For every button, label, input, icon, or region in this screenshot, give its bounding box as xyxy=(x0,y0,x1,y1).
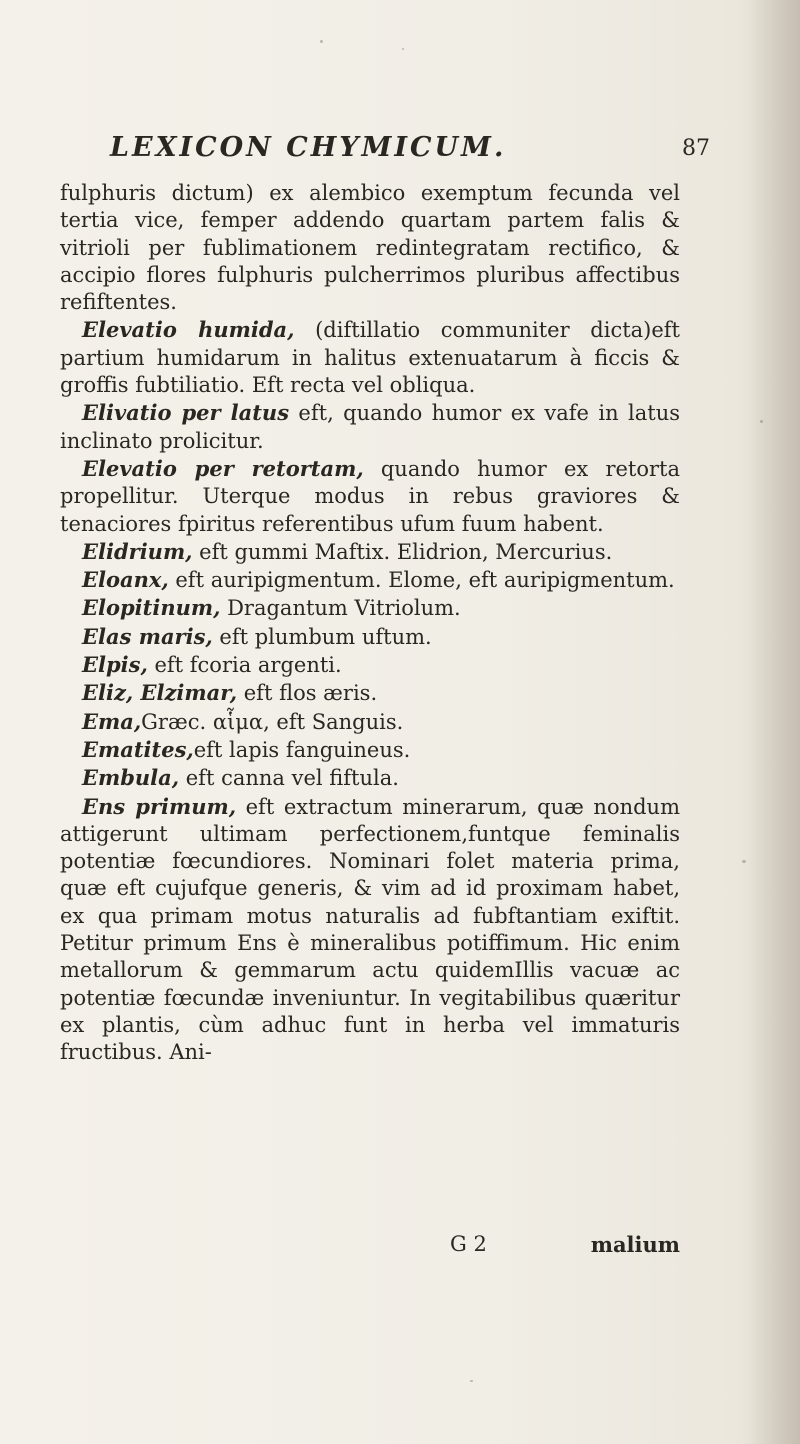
catchword: malium xyxy=(590,1232,680,1257)
entry-eloanx xyxy=(60,566,680,594)
lemma: Ematites, xyxy=(82,736,194,762)
lemma: Elivatio per latus xyxy=(82,400,290,426)
lemma: Elpis, xyxy=(82,652,148,678)
entry-continuation: fulphuris dictum) ex alembico exemptum fecunda vel tertia vice, femper addendo quartam partem falis & vitrioli per fublimationem redintegratam rectifico, & accipio flores fulphuris pulcherrimos pluribus affectibus refiftentes. xyxy=(60,181,680,315)
definition: eft lapis fanguineus. xyxy=(193,737,411,762)
lemma: Eloanx, xyxy=(82,567,169,593)
lemma: Elevatio humida, xyxy=(82,317,295,343)
definition: quando humor ex retorta propellitur. Uterque modus in rebus graviores & tenaciores fpiritus referentibus ufum fuum habent. xyxy=(60,456,681,536)
page-header xyxy=(110,132,710,172)
entry-elevatio-humida xyxy=(60,316,680,399)
definition: eft gummi Maftix. Elidrion, Mercurius. xyxy=(192,539,613,564)
entry-ematites xyxy=(60,736,680,764)
lemma: Elopitinum, xyxy=(82,595,221,621)
entry-elas-maris xyxy=(60,623,680,651)
definition: Dragantum Vitriolum. xyxy=(220,596,461,621)
definition: eft plumbum uftum. xyxy=(212,624,432,649)
paper-speck xyxy=(320,40,323,43)
entry-elivatio-per-latus xyxy=(60,399,680,455)
page-number: 87 xyxy=(682,136,710,161)
lemma: Embula, xyxy=(82,765,180,791)
paper-speck xyxy=(470,1380,473,1382)
signature-mark: G 2 xyxy=(450,1232,487,1256)
definition: eft extractum minerarum, quæ nondum attigerunt ultimam perfectionem,funtque feminalis potentiæ fœcundiores. Nominari folet materia prima, quæ eft cujufque generis, & vim ad id proximam habet, ex qua primam motus naturalis ad fubftantiam exiftit. Petitur primum Ens è mineralibus potiffimum. Hic enim metallorum & gemmarum actu quidemIllis vacuæ ac potentiæ fœcundæ inveniuntur. In vegitabilibus quæritur ex plantis, cùm adhuc funt in herba vel immaturis fructibus. Ani- xyxy=(60,794,680,1065)
running-title: LEXICON CHYMICUM. xyxy=(110,132,507,163)
lemma: Ema, xyxy=(82,708,142,734)
entry-elidrium xyxy=(60,538,680,566)
definition: eft flos æris. xyxy=(237,681,378,706)
body-text xyxy=(60,180,680,1067)
lemma: Eliz, Elzimar, xyxy=(82,680,238,706)
definition: eft, quando humor ex vafe in latus inclinato prolicitur. xyxy=(60,401,681,453)
entry-elevatio-per-retortam xyxy=(60,455,680,538)
entry-elpis xyxy=(60,651,680,679)
definition: Græc. αἷμα, eft Sanguis. xyxy=(141,709,404,734)
lemma: Elevatio per retortam, xyxy=(82,455,364,481)
definition: eft auripigmentum. Elome, eft auripigmentum. xyxy=(168,568,675,593)
entry-embula xyxy=(60,764,680,792)
lemma: Ens primum, xyxy=(82,793,237,819)
lemma: Elidrium, xyxy=(82,538,193,564)
definition: eft canna vel fiftula. xyxy=(179,766,399,791)
definition: (diftillatio communiter dicta)eft partium humidarum in halitus extenuatarum à ficcis & groffis fubtiliatio. Eft recta vel obliqua. xyxy=(60,318,680,398)
entry-ens-primum xyxy=(60,793,680,1067)
paper-speck xyxy=(742,860,746,863)
footer-line xyxy=(60,1232,680,1262)
definition: eft fcoria argenti. xyxy=(147,653,342,678)
entry-ema xyxy=(60,708,680,736)
book-spine-shadow xyxy=(748,0,800,1444)
entry-eliz xyxy=(60,679,680,707)
paper-speck xyxy=(760,420,763,423)
lemma: Elas maris, xyxy=(82,623,213,649)
paper-speck xyxy=(402,48,404,50)
entry-elopitinum xyxy=(60,594,680,622)
